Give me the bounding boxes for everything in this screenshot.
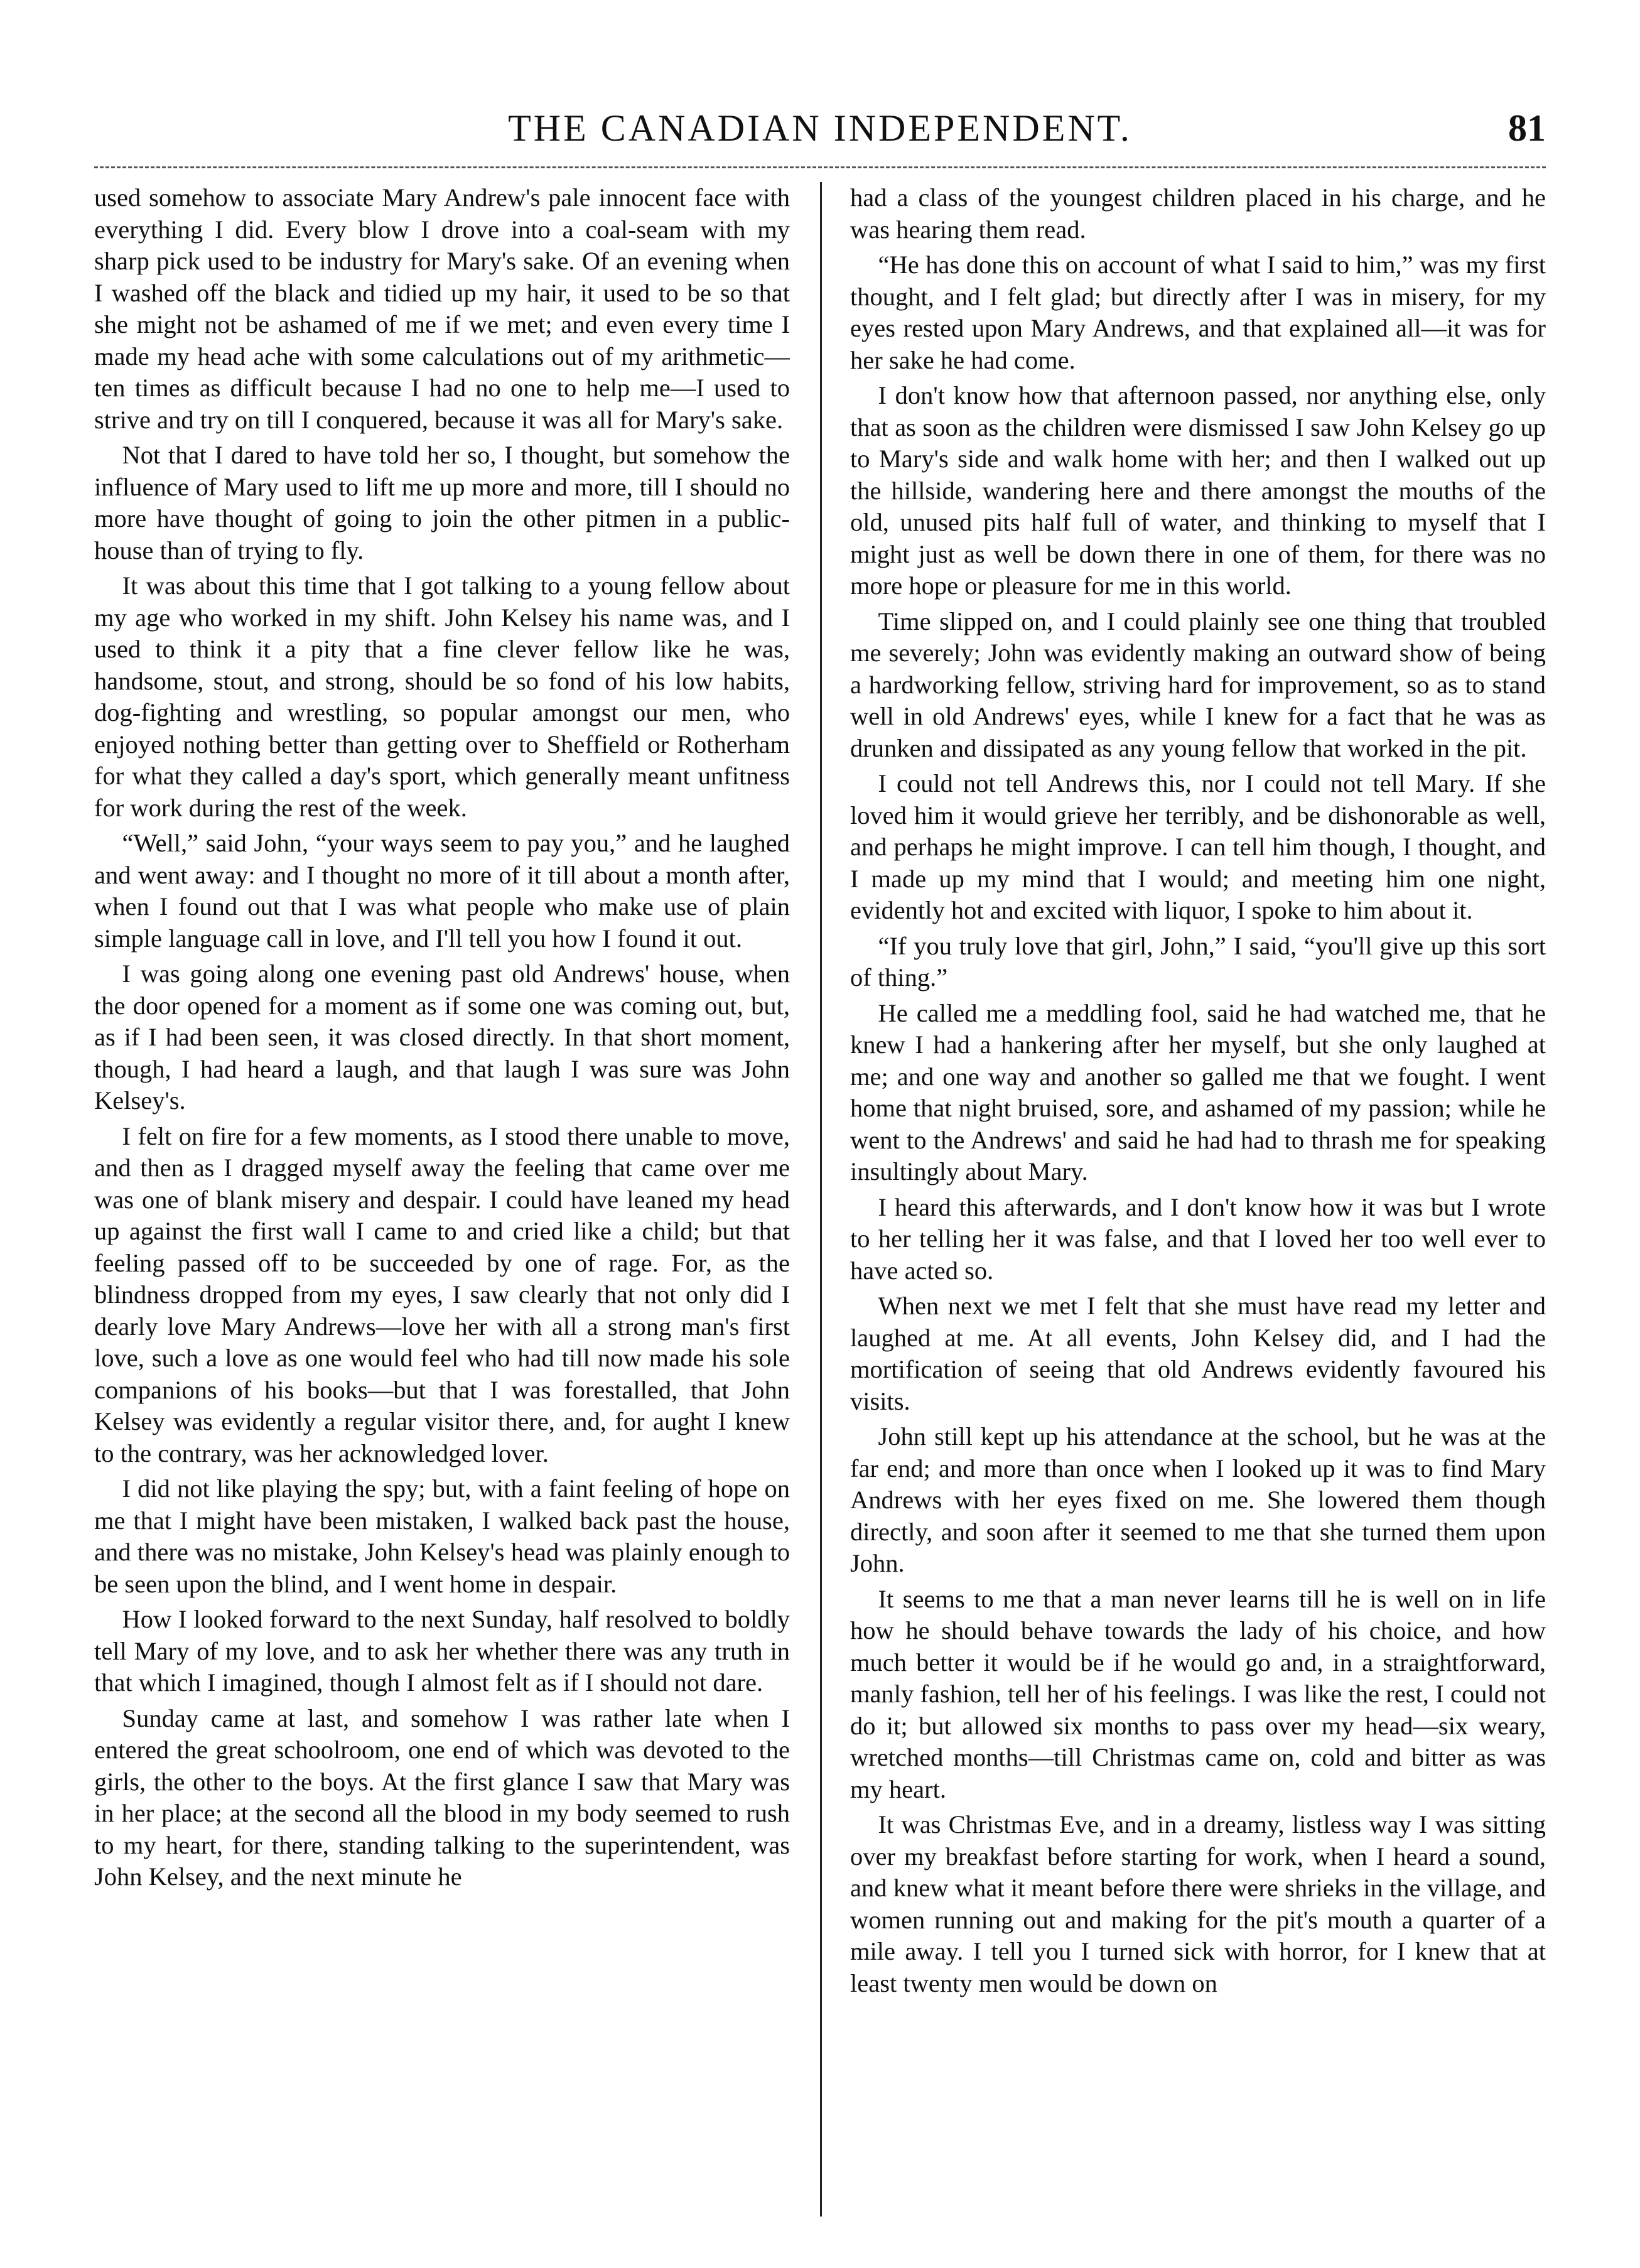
paragraph: It was Christmas Eve, and in a dreamy, listless way I was sitting over my breakfast before starting for work, when I heard a sound, and knew what it meant before there were shrieks in the village, and women running out and making for the pit's mouth a quarter of a mile away. I tell you I turned sick with horror, for I knew that at least twenty men would be down on	[850, 1810, 1546, 1997]
page-number: 81	[1508, 107, 1546, 149]
paragraph: “If you truly love that girl, John,” I said, “you'll give up this sort of thing.”	[850, 931, 1546, 991]
left-column	[94, 182, 790, 2217]
paragraph: used somehow to associate Mary Andrew's pale innocent face with everything I did. Every blow I drove into a coal-seam with my sharp pick used to be industry for Mary's sake. Of an evening when I washed off the black and tidied up my hair, it used to be so that she might not be ashamed of me if we met; and even every time I made my head ache with some calculations out of my arithmetic—ten times as difficult because I had no one to help me—I used to strive and try on till I conquered, because it was all for Mary's sake.	[94, 183, 790, 434]
paragraph: had a class of the youngest children placed in his charge, and he was hearing them read.	[850, 183, 1546, 244]
article-body	[94, 182, 1546, 2217]
paragraph: I heard this afterwards, and I don't know how it was but I wrote to her telling her it was false, and that I loved her too well ever to have acted so.	[850, 1192, 1546, 1285]
paragraph: He called me a meddling fool, said he had watched me, that he knew I had a hankering after her myself, but she only laughed at me; and one way and another so galled me that we fought. I went home that night bruised, sore, and ashamed of my passion; while he went to the Andrews' and said he had had to thrash me for speaking insultingly about Mary.	[850, 998, 1546, 1185]
paragraph: Sunday came at last, and somehow I was rather late when I entered the great schoolroom, one end of which was devoted to the girls, the other to the boys. At the first glance I saw that Mary was in her place; at the second all the blood in my body seemed to rush to my heart, for there, standing talking to the superintendent, was John Kelsey, and the next minute he	[94, 1704, 790, 1891]
page-header	[0, 107, 1640, 163]
paragraph: I don't know how that afternoon passed, nor anything else, only that as soon as the children were dismissed I saw John Kelsey go up to Mary's side and walk home with her; and then I walked out up the hillside, wandering here and there amongst the mouths of the old, unused pits half full of water, and thinking to myself that I might just as well be down there in one of them, for there was no more hope or pleasure for me in this world.	[850, 381, 1546, 600]
paragraph: I did not like playing the spy; but, with a faint feeling of hope on me that I might have been mistaken, I walked back past the house, and there was no mistake, John Kelsey's head was plainly enough to be seen upon the blind, and I went home in despair.	[94, 1474, 790, 1598]
paragraph: Not that I dared to have told her so, I thought, but somehow the influence of Mary used to lift me up more and more, till I should no more have thought of going to join the other pitmen in a public-house than of trying to fly.	[94, 441, 790, 564]
paragraph: When next we met I felt that she must have read my letter and laughed at me. At all events, John Kelsey did, and I had the mortification of seeing that old Andrews evidently favoured his visits.	[850, 1292, 1546, 1415]
paragraph: “Well,” said John, “your ways seem to pay you,” and he laughed and went away: and I thought no more of it till about a month after, when I found out that I was what people who make use of plain simple language call in love, and I'll tell you how I found it out.	[94, 829, 790, 953]
paragraph: I could not tell Andrews this, nor I could not tell Mary. If she loved him it would grieve her terribly, and be dishonorable as well, and perhaps he might improve. I can tell him though, I thought, and I made up my mind that I would; and meeting him one night, evidently hot and excited with liquor, I spoke to him about it.	[850, 769, 1546, 924]
periodical-title: THE CANADIAN INDEPENDENT.	[508, 107, 1132, 149]
right-column	[850, 182, 1546, 2217]
paragraph: John still kept up his attendance at the school, but he was at the far end; and more than once when I looked up it was to find Mary Andrews with her eyes fixed on me. She lowered them though directly, and soon after it seemed to me that she turned them upon John.	[850, 1422, 1546, 1577]
paragraph: “He has done this on account of what I said to him,” was my first thought, and I felt glad; but directly after I was in misery, for my eyes rested upon Mary Andrews, and that explained all—it was for her sake he had come.	[850, 251, 1546, 374]
paragraph: It was about this time that I got talking to a young fellow about my age who worked in my shift. John Kelsey his name was, and I used to think it a pity that a fine clever fellow like he was, handsome, stout, and strong, should be so fond of his low habits, dog-fighting and wrestling, so popular amongst our men, who enjoyed nothing better than getting over to Sheffield or Rotherham for what they called a day's sport, which generally meant unfitness for work during the rest of the week.	[94, 571, 790, 822]
paragraph: How I looked forward to the next Sunday, half resolved to boldly tell Mary of my love, and to ask her whether there was any truth in that which I imagined, though I almost felt as if I should not dare.	[94, 1605, 790, 1697]
paragraph: Time slipped on, and I could plainly see one thing that troubled me severely; John was evidently making an outward show of being a hardworking fellow, striving hard for improvement, so as to stand well in old Andrews' eyes, while I knew for a fact that he was as drunken and dissipated as any young fellow that worked in the pit.	[850, 607, 1546, 762]
header-rule	[94, 166, 1546, 168]
paragraph: I felt on fire for a few moments, as I stood there unable to move, and then as I dragged myself away the feeling that came over me was one of blank misery and despair. I could have leaned my head up against the first wall I came to and cried like a child; but that feeling passed off to be succeeded by one of rage. For, as the blindness dropped from my eyes, I saw clearly that not only did I dearly love Mary Andrews—love her with all a strong man's first love, such a love as one would feel who had till now made his sole companions of his books—but that I was forestalled, that John Kelsey was evidently a regular visitor there, and, for aught I knew to the contrary, was her acknowledged lover.	[94, 1121, 790, 1467]
paragraph: I was going along one evening past old Andrews' house, when the door opened for a moment as if some one was coming out, but, as if I had been seen, it was closed directly. In that short moment, though, I had heard a laugh, and that laugh I was sure was John Kelsey's.	[94, 959, 790, 1115]
paragraph: It seems to me that a man never learns till he is well on in life how he should behave towards the lady of his choice, and how much better it would be if he would go and, in a straightforward, manly fashion, tell her of his feelings. I was like the rest, I could not do it; but allowed six months to pass over my head—six weary, wretched months—till Christmas came on, cold and bitter as was my heart.	[850, 1584, 1546, 1803]
column-divider	[820, 182, 822, 2217]
